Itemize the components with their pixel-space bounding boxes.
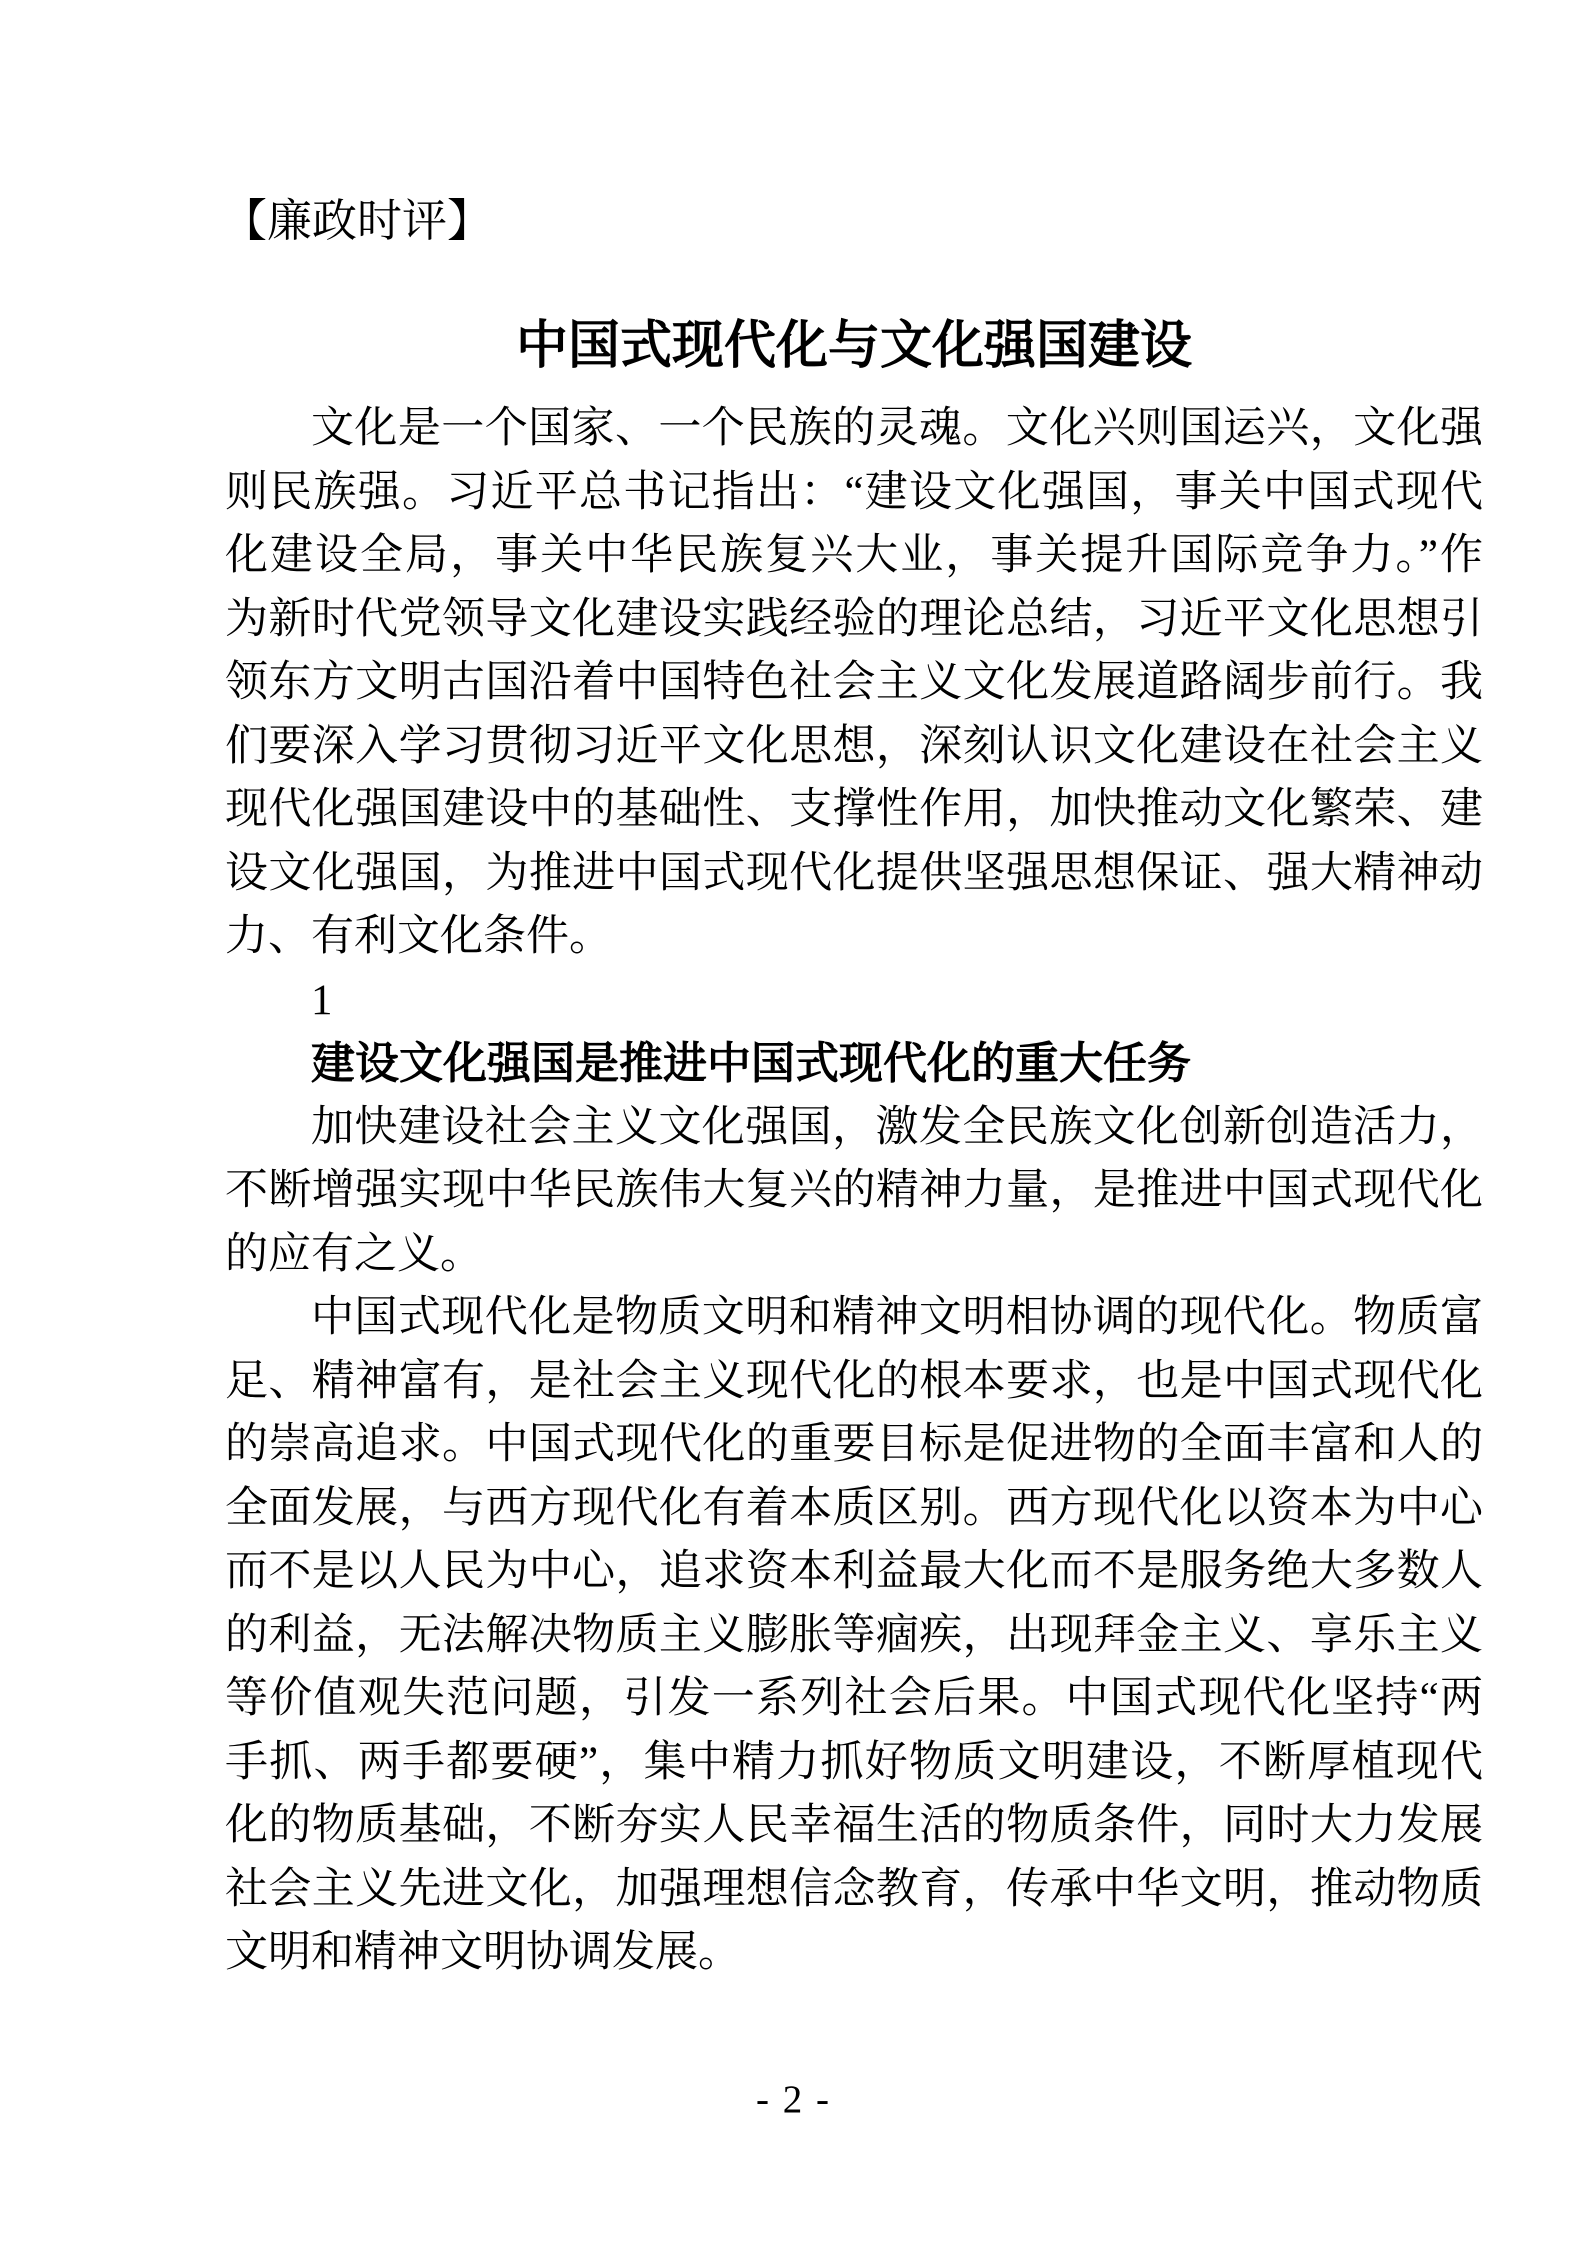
section-number: 1 [311, 976, 333, 1024]
text-line: 不断增强实现中华民族伟大复兴的精神力量，是推进中国式现代化 [225, 1167, 1483, 1214]
category-tag: 【廉政时评】 [222, 196, 493, 246]
text-line: 现代化强国建设中的基础性、支撑性作用，加快推动文化繁荣、建 [225, 786, 1483, 833]
text-line: 化建设全局，事关中华民族复兴大业，事关提升国际竞争力。”作 [225, 532, 1483, 579]
paragraph-intro [225, 397, 1483, 969]
text-line: 中国式现代化是物质文明和精神文明相协调的现代化。物质富 [311, 1294, 1483, 1341]
article-title: 中国式现代化与文化强国建设 [515, 318, 1192, 375]
text-line: 而不是以人民为中心，追求资本利益最大化而不是服务绝大多数人 [225, 1548, 1483, 1595]
text-line: 加快建设社会主义文化强国，激发全民族文化创新创造活力， [311, 1103, 1483, 1151]
text-line: 的崇高追求。中国式现代化的重要目标是促进物的全面丰富和人的 [225, 1421, 1483, 1468]
text-line: 力、有利文化条件。 [225, 913, 612, 960]
text-line: 全面发展，与西方现代化有着本质区别。西方现代化以资本为中心 [225, 1484, 1483, 1532]
text-line: 为新时代党领导文化建设实践经验的理论总结，习近平文化思想引 [225, 595, 1483, 643]
text-line: 的应有之义。 [225, 1230, 483, 1278]
text-line: 的利益，无法解决物质主义膨胀等痼疾，出现拜金主义、享乐主义 [225, 1611, 1483, 1659]
text-line: 文明和精神文明协调发展。 [225, 1929, 741, 1976]
text-line: 则民族强。习近平总书记指出：“建设文化强国，事关中国式现代 [225, 468, 1483, 516]
text-line: 领东方文明古国沿着中国特色社会主义文化发展道路阔步前行。我 [225, 659, 1483, 706]
text-line: 社会主义先进文化，加强理想信念教育，传承中华文明，推动物质 [225, 1865, 1483, 1913]
article-body [225, 397, 1483, 1985]
paragraph-section-body [225, 1286, 1483, 1985]
text-line: 文化是一个国家、一个民族的灵魂。文化兴则国运兴，文化强 [311, 405, 1483, 452]
text-line: 化的物质基础，不断夯实人民幸福生活的物质条件，同时大力发展 [225, 1802, 1483, 1849]
section-heading: 建设文化强国是推进中国式现代化的重大任务 [311, 1039, 1191, 1088]
page-number: - 2 - [756, 2078, 831, 2121]
text-line: 们要深入学习贯彻习近平文化思想，深刻认识文化建设在社会主义 [225, 722, 1483, 770]
paragraph-section-lead [225, 1096, 1483, 1287]
text-line: 足、精神富有，是社会主义现代化的根本要求，也是中国式现代化 [225, 1357, 1483, 1405]
text-line: 手抓、两手都要硬”，集中精力抓好物质文明建设，不断厚植现代 [225, 1738, 1483, 1786]
text-line: 等价值观失范问题，引发一系列社会后果。中国式现代化坚持“两 [225, 1675, 1483, 1722]
text-line: 设文化强国，为推进中国式现代化提供坚强思想保证、强大精神动 [225, 849, 1483, 897]
